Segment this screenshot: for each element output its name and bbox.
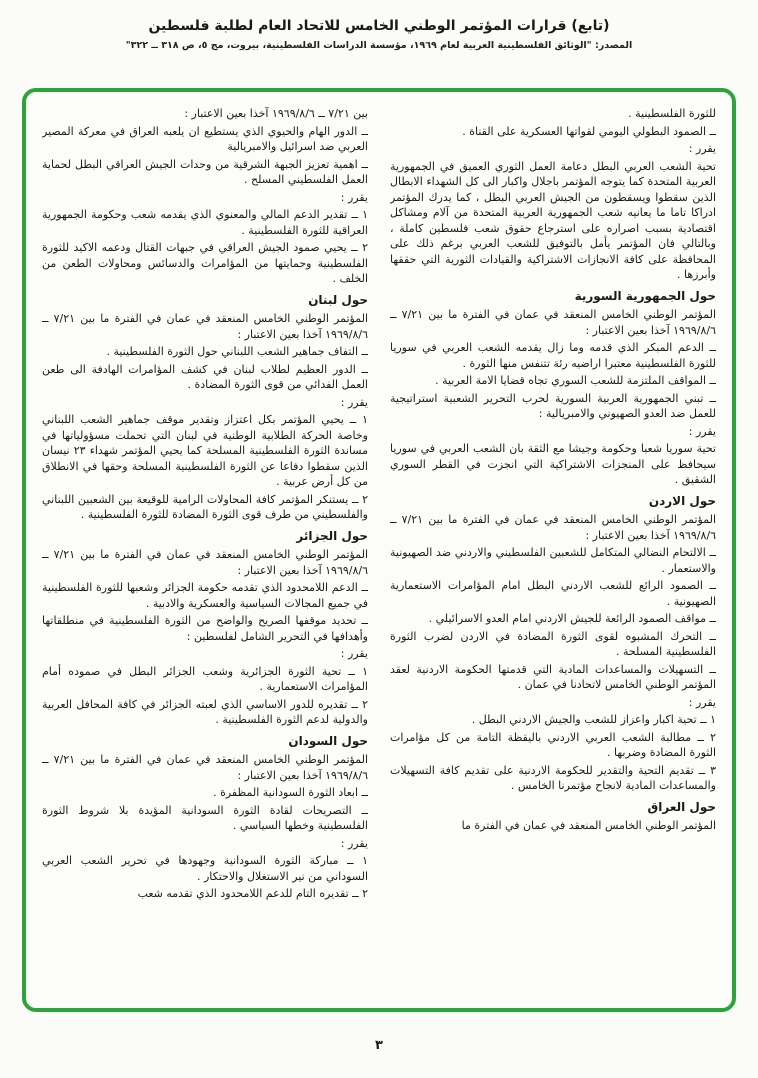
paragraph: ــ التصريحات لقادة الثورة السودانية المؤيدة بلا شروط الثورة الفلسطينية وخطها السياسي .	[42, 803, 368, 832]
page-number: ٣	[375, 1038, 383, 1053]
paragraph: المؤتمر الوطني الخامس المنعقد في عمان في الفترة ما بين ٧/٢١ ــ ١٩٦٩/٨/٦ آخذا بعين الاعتبار :	[42, 312, 368, 341]
paragraph: ٢ ــ تقديره للدور الاساسي الذي لعبته الجزائر في كافة المحافل العربية والدولية لدعم الثورة الفلسطينية .	[42, 697, 368, 726]
paragraph: ــ الصمود البطولي اليومي لقواتها العسكرية على القناة .	[462, 124, 716, 138]
paragraph: ــ اهمية تعزيز الجبهة الشرقية من وحدات الجيش العراقي البطل لحماية العمل الفلسطيني المسلح .	[42, 157, 368, 186]
paragraph: يقرر :	[688, 695, 716, 709]
paragraph: المؤتمر الوطني الخامس المنعقد في عمان في الفترة ما	[461, 819, 716, 832]
paragraph: ــ الدور الهام والحيوي الذي يستطيع ان يلعبه العراق في معركة المصير العربي ضد اسرائيل والامبريالية	[42, 124, 368, 153]
section-heading: حول لبنان	[308, 292, 368, 307]
paragraph: ــ مواقف الصمود الرائعة للجيش الاردني امام العدو الاسرائيلي .	[428, 612, 716, 625]
section-heading: حول السودان	[288, 733, 368, 748]
paragraph: يقرر :	[340, 647, 368, 660]
document-header	[0, 0, 758, 51]
paragraph: ــ الالتحام النضالي المتكامل للشعبين الفلسطيني والاردني ضد الصهيونية والاستعمار .	[390, 546, 716, 575]
paragraph: ــ الدور العظيم لطلاب لبنان في كشف المؤامرات الهادفة الى طعن العمل الفدائي من قوى الثورة المضادة .	[42, 362, 368, 391]
paragraph: ــ التحرك المشبوه لقوى الثورة المضادة في الاردن لضرب الثورة الفلسطينية المسلحة .	[390, 629, 716, 658]
paragraph: ١ ــ مباركة الثورة السودانية وجهودها في تحرير الشعب العربي السوداني من نير الاستغلال والاحتكار .	[42, 854, 368, 883]
column-right	[390, 106, 716, 994]
source-line: المصدر: "الوثائق الفلسطينية العربية لعام ١٩٦٩، مؤسسة الدراسات الفلسطينية، بيروت، مج ٥، ص ٣١٨ ــ ٣٢٢"	[125, 40, 633, 51]
paragraph: ١ ــ تحية اكبار واعزاز للشعب والجيش الاردني البطل .	[471, 713, 716, 726]
paragraph: تحية سوريا شعبا وحكومة وجيشا مع الثقة بان الشعب العربي في سوريا سيحافظ على المنجزات الاشتراكية التي انجزت في القطر السوري الشقيق .	[390, 442, 716, 486]
paragraph: ــ تحديد موقفها الصريح والواضح من الثورة الفلسطينية في منطلقاتها وأهدافها في التحرير الشامل لفلسطين :	[42, 614, 368, 643]
paragraph: يقرر :	[340, 836, 368, 850]
paragraph: ــ المواقف الملتزمة للشعب السوري تجاه قضايا الامة العربية .	[435, 374, 716, 387]
paragraph: ــ التفاف جماهير الشعب اللبناني حول الثورة الفلسطينية .	[106, 345, 368, 358]
paragraph: ــ الصمود الرائع للشعب الاردني البطل امام المؤامرات الاستعمارية الصهيونية .	[390, 579, 716, 608]
paragraph: يقرر :	[340, 395, 368, 409]
paragraph: المؤتمر الوطني الخامس المنعقد في عمان في الفترة ما بين ٧/٢١ ــ ١٩٦٩/٨/٦ آخذا بعين الاعتبار :	[390, 513, 716, 542]
paragraph: ــ ابعاد الثورة السودانية المظفرة .	[213, 786, 368, 799]
paragraph: المؤتمر الوطني الخامس المنعقد في عمان في الفترة ما بين ٧/٢١ ــ ١٩٦٩/٨/٦ آخذا بعين الاعتبار :	[390, 308, 716, 337]
paragraph: بين ٧/٢١ ــ ١٩٦٩/٨/٦ آخذا بعين الاعتبار :	[184, 107, 368, 120]
paragraph: ٢ ــ مطالبة الشعب العربي الاردني باليقظة التامة من كل مؤامرات الثورة المضادة وضربها .	[390, 730, 716, 759]
paragraph: ــ الدعم اللامحدود الذي تقدمه حكومة الجزائر وشعبها للثورة الفلسطينية في جميع المجالات السياسية والعسكرية والادبية .	[42, 581, 368, 610]
column-left	[42, 106, 368, 994]
paragraph: ١ ــ تقدير الدعم المالي والمعنوي الذي يقدمه شعب وحكومة الجمهورية العراقية للثورة الفلسطينية .	[42, 208, 368, 237]
paragraph: ١ ــ يحيي المؤتمر بكل اعتزاز وتقدير موقف جماهير الشعب اللبناني وخاصة الحركة الطلابية الوطنية في لبنان التي تحملت مسؤولياتها في مساندة الثورة الفلسطينية المسلحة كما يحيي المؤتمر شهداء ٢٣ نيسان الذين سقطوا دفاعا عن الثورة الفلسطينية المسلحة وحقها في الانطلاق من كل أرض عربية .	[42, 413, 368, 488]
paragraph: ٢ ــ تقديره التام للدعم اللامحدود الذي تقدمه شعب	[137, 887, 368, 900]
paragraph: ١ ــ تحية الثورة الجزائرية وشعب الجزائر البطل في صموده أمام المؤامرات الاستعمارية .	[42, 664, 368, 693]
paragraph: المؤتمر الوطني الخامس المنعقد في عمان في الفترة ما بين ٧/٢١ ــ ١٩٦٩/٨/٦ آخذا بعين الاعتبار :	[42, 753, 368, 782]
paragraph: يقرر :	[688, 424, 716, 438]
paragraph: ٢ ــ يحيي صمود الجيش العراقي في جبهات القتال ودعمه الاكيد للثورة الفلسطينية وحمايتها من المؤامرات والدسائس ومحاولات الطعن من الخلف .	[42, 241, 368, 285]
section-heading: حول العراق	[647, 799, 716, 814]
paragraph: تحية الشعب العربي البطل دعامة العمل الثوري العميق في الجمهورية العربية المتحدة كما يتوجه المؤتمر باجلال واكبار الى كل الشهداء الابطال الذين سقطوا ويسقطون من الجيش العربي البطل ، كما يدرك المؤتمر ادراكا تاما ما يعانيه شعب الجمهورية العربية المتحدة من آلام ومشاكل اقتصادية بسبب اصراره على استرجاع حقوق شعب فلسطين كاملة ، وبالتالي فان المؤتمر يأمل بالتوفيق للشعب العربي برغم ذلك على المحافظة على كافة الانجازات الاشتراكية والقيادات الثورية التي حققها وأبرزها .	[390, 159, 716, 281]
section-heading: حول الاردن	[648, 493, 716, 508]
paragraph: ٢ ــ يستنكر المؤتمر كافة المحاولات الرامية للوقيعة بين الشعبين اللبناني والفلسطيني من طرف قوى الثورة المضادة للثورة الفلسطينية .	[42, 492, 368, 521]
paragraph: ــ تبني الجمهورية العربية السورية لحرب التحرير الشعبية استراتيجية للعمل ضد العدو الصهيوني والامبريالية :	[390, 391, 716, 420]
section-heading: حول الجمهورية السورية	[574, 288, 716, 303]
page-title: (تابع) قرارات المؤتمر الوطني الخامس للاتحاد العام لطلبة فلسطين	[148, 18, 610, 34]
two-column-layout	[42, 106, 716, 994]
section-heading: حول الجزائر	[296, 528, 368, 543]
paragraph: المؤتمر الوطني الخامس المنعقد في عمان في الفترة ما بين ٧/٢١ ــ ١٩٦٩/٨/٦ آخذا بعين الاعتبار :	[42, 548, 368, 577]
paragraph: ــ الدعم المبكر الذي قدمه وما زال يقدمه الشعب العربي في سوريا للثورة الفلسطينية معتبرا اراضيه رئة تتنفس منها الثورة .	[390, 341, 716, 370]
paragraph: ٣ ــ تقديم التحية والتقدير للحكومة الاردنية على تقديم كافة التسهيلات والمساعدات المادية لانجاح مؤتمرنا الخامس .	[390, 763, 716, 792]
paragraph: ــ التسهيلات والمساعدات المادية التي قدمتها الحكومة الاردنية لعقد المؤتمر الوطني الخامس لاتحادنا في عمان .	[390, 662, 716, 691]
paragraph: للثورة الفلسطينية .	[628, 107, 716, 120]
content-border-frame	[22, 88, 736, 1012]
paragraph: يقرر :	[688, 142, 716, 155]
paragraph: يقرر :	[340, 190, 368, 204]
